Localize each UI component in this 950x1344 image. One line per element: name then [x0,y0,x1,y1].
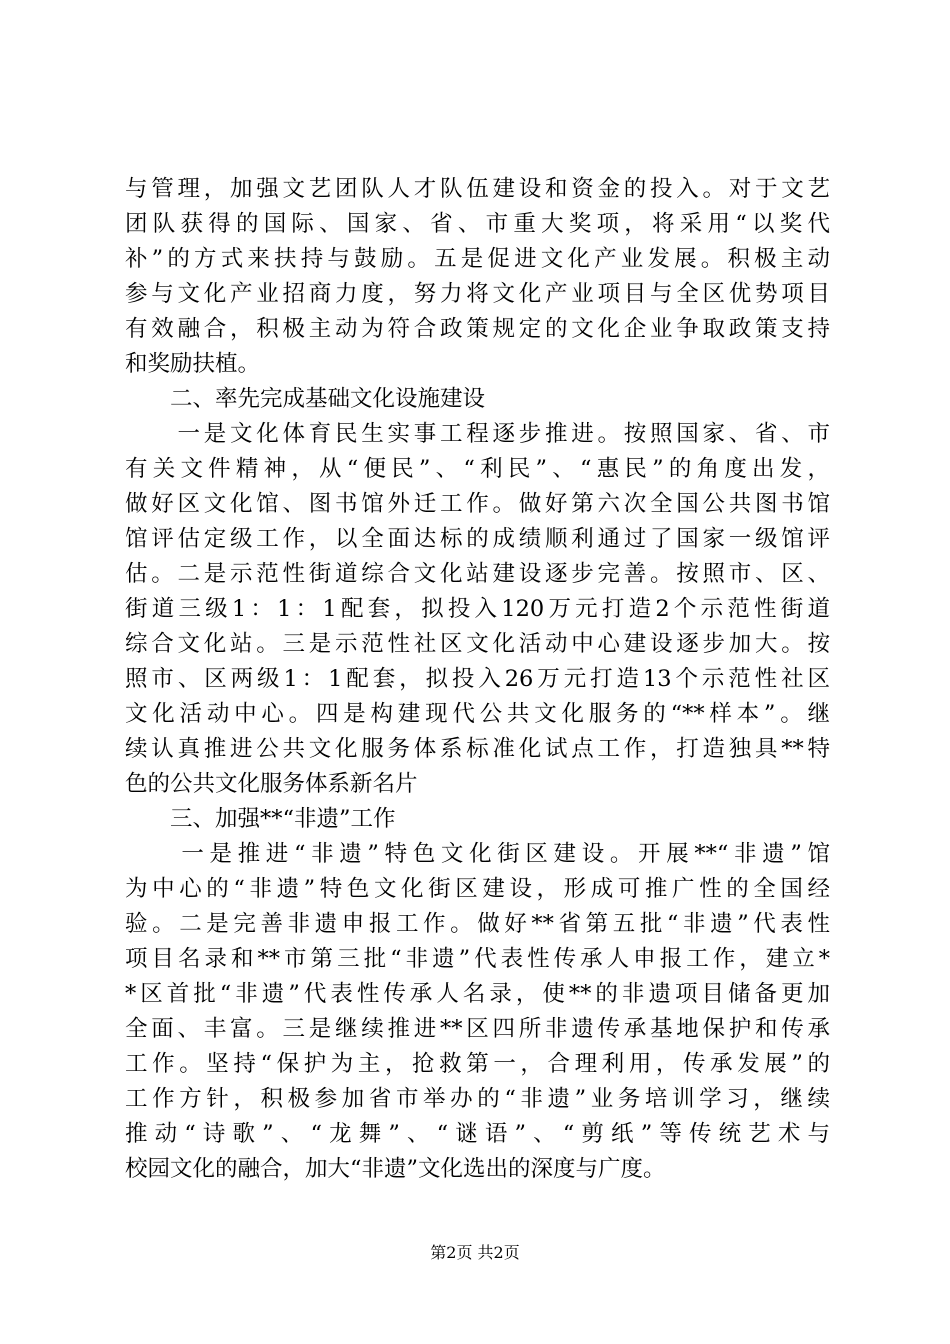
text-line: 推动“诗歌”、“龙舞”、“谜语”、“剪纸”等传统艺术与 [125,1121,830,1147]
text-line: 文化活动中心。四是构建现代公共文化服务的“**样本”。继 [125,701,830,727]
page-footer: 第2页 共2页 [430,1243,520,1262]
text-line: 一是文化体育民生实事工程逐步推进。按照国家、省、市 [125,421,830,447]
text-line: 色的公共文化服务体系新名片 [125,771,418,797]
text-line: 照市、区两级1：1配套，拟投入26万元打造13个示范性社区 [125,666,830,692]
text-line: 参与文化产业招商力度，努力将文化产业项目与全区优势项目 [125,281,830,307]
text-line: 团队获得的国际、国家、省、市重大奖项，将采用“以奖代 [125,211,830,237]
text-line: 做好区文化馆、图书馆外迁工作。做好第六次全国公共图书馆 [125,491,830,517]
text-line: 有关文件精神，从“便民”、“利民”、“惠民”的角度出发， [125,456,830,482]
text-line: 工作方针，积极参加省市举办的“非遗”业务培训学习，继续 [125,1086,830,1112]
text-line: 估。二是示范性街道综合文化站建设逐步完善。按照市、区、 [125,561,830,587]
text-line: 补”的方式来扶持与鼓励。五是促进文化产业发展。积极主动 [125,246,830,272]
text-line: 一是推进“非遗”特色文化街区建设。开展**“非遗”馆 [125,841,830,867]
text-line: 工作。坚持“保护为主，抢救第一，合理利用，传承发展”的 [125,1051,830,1077]
text-line: 二、率先完成基础文化设施建设 [125,386,486,412]
text-line: 项目名录和**市第三批“非遗”代表性传承人申报工作，建立* [125,946,830,972]
text-line: 三、加强**“非遗”工作 [125,806,396,832]
text-line: 街道三级1：1：1配套，拟投入120万元打造2个示范性街道 [125,596,830,622]
text-line: 馆评估定级工作，以全面达标的成绩顺利通过了国家一级馆评 [125,526,830,552]
document-body [125,172,830,1187]
text-line: 有效融合，积极主动为符合政策规定的文化企业争取政策支持 [125,316,830,342]
text-line: 综合文化站。三是示范性社区文化活动中心建设逐步加大。按 [125,631,830,657]
text-line: 与管理，加强文艺团队人才队伍建设和资金的投入。对于文艺 [125,176,830,202]
text-line: 续认真推进公共文化服务体系标准化试点工作，打造独具**特 [125,736,830,762]
text-line: 验。二是完善非遗申报工作。做好**省第五批“非遗”代表性 [125,911,830,937]
text-line: 为中心的“非遗”特色文化街区建设，形成可推广性的全国经 [125,876,830,902]
text-line: 校园文化的融合，加大“非遗”文化选出的深度与广度。 [125,1156,666,1182]
text-line: *区首批“非遗”代表性传承人名录，使**的非遗项目储备更加 [125,981,830,1007]
text-line: 和奖励扶植。 [125,351,261,377]
text-line: 全面、丰富。三是继续推进**区四所非遗传承基地保护和传承 [125,1016,830,1042]
